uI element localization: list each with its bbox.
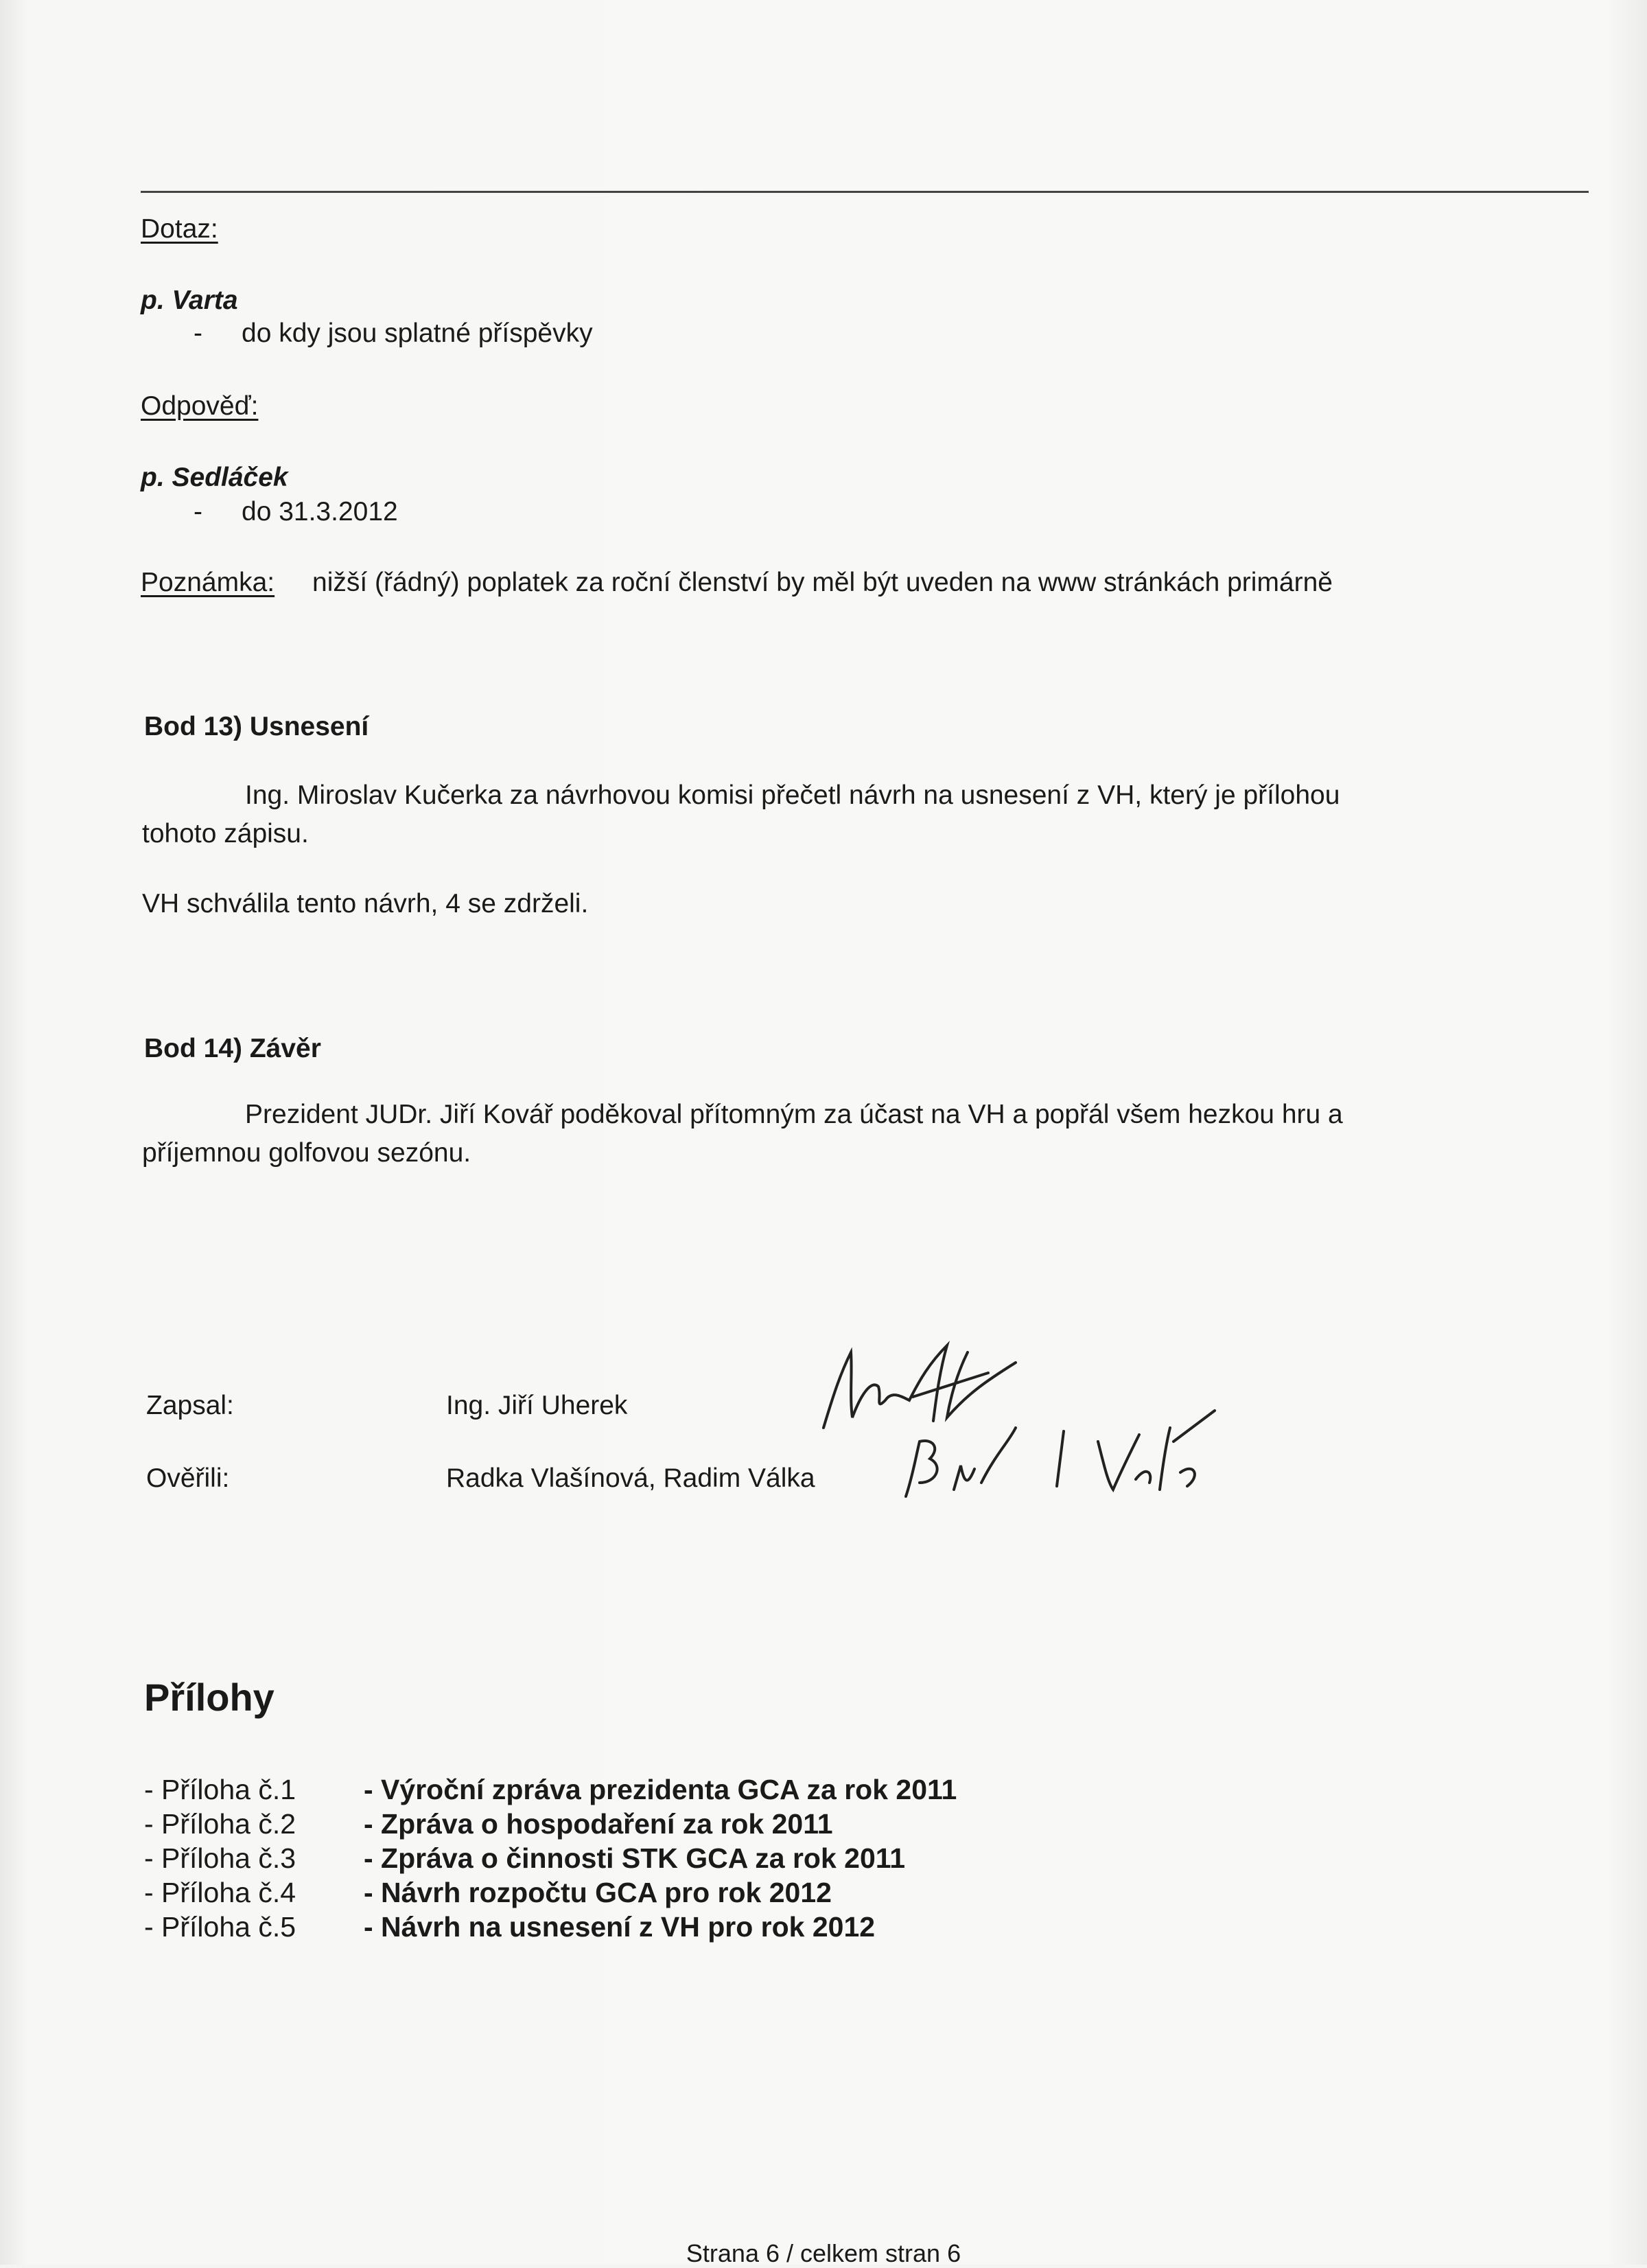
bod13-heading: Bod 13) Usnesení bbox=[144, 712, 369, 741]
attachment-title: - Výroční zpráva prezidenta GCA za rok 2011 bbox=[364, 1774, 957, 1805]
attachment-number: - Příloha č.2 bbox=[144, 1808, 296, 1840]
odpoved-dash: - bbox=[194, 497, 202, 526]
overili-names: Radka Vlašínová, Radim Válka bbox=[446, 1463, 815, 1493]
attachment-row bbox=[144, 1841, 905, 1875]
attachment-row bbox=[144, 1807, 833, 1841]
top-rule bbox=[141, 191, 1589, 193]
poznamka-label: Poznámka: bbox=[141, 568, 275, 597]
odpoved-label: Odpověď: bbox=[141, 391, 259, 421]
attachment-number: - Příloha č.1 bbox=[144, 1774, 296, 1805]
attachment-number: - Příloha č.4 bbox=[144, 1877, 296, 1908]
bod14-heading: Bod 14) Závěr bbox=[144, 1034, 321, 1063]
attachment-row bbox=[144, 1875, 832, 1910]
dotaz-dash: - bbox=[194, 319, 202, 348]
bod14-line2: příjemnou golfovou sezónu. bbox=[142, 1138, 471, 1168]
attachment-title: - Zpráva o hospodaření za rok 2011 bbox=[364, 1808, 833, 1840]
poznamka-text: nižší (řádný) poplatek za roční členství by měl být uveden na www stránkách primárně bbox=[312, 568, 1333, 597]
dotaz-question: do kdy jsou splatné příspěvky bbox=[242, 319, 593, 348]
bod13-line1: Ing. Miroslav Kučerka za návrhovou komisi přečetl návrh na usnesení z VH, který je přílohou bbox=[245, 780, 1340, 810]
zapsal-name: Ing. Jiří Uherek bbox=[446, 1391, 628, 1420]
attachment-title: - Návrh na usnesení z VH pro rok 2012 bbox=[364, 1911, 876, 1943]
bod13-line3: VH schválila tento návrh, 4 se zdrželi. bbox=[142, 889, 589, 918]
attachment-row bbox=[144, 1772, 957, 1807]
signature-vlasinova-valka bbox=[892, 1400, 1222, 1510]
zapsal-label: Zapsal: bbox=[146, 1391, 234, 1420]
odpoved-person: p. Sedláček bbox=[141, 463, 288, 492]
bod14-line1: Prezident JUDr. Jiří Kovář poděkoval přítomným za účast na VH a popřál všem hezkou hru a bbox=[245, 1100, 1343, 1129]
page-footer: Strana 6 / celkem stran 6 bbox=[686, 2239, 961, 2267]
overili-label: Ověřili: bbox=[146, 1463, 230, 1493]
dotaz-person: p. Varta bbox=[141, 286, 238, 315]
attachment-title: - Zpráva o činnosti STK GCA za rok 2011 bbox=[364, 1842, 906, 1874]
attachment-row bbox=[144, 1910, 875, 1944]
bod13-line2: tohoto zápisu. bbox=[142, 819, 309, 848]
dotaz-label: Dotaz: bbox=[141, 214, 218, 244]
attachment-number: - Příloha č.5 bbox=[144, 1911, 296, 1943]
attachment-title: - Návrh rozpočtu GCA pro rok 2012 bbox=[364, 1877, 832, 1908]
attachment-number: - Příloha č.3 bbox=[144, 1842, 296, 1874]
prilohy-heading: Přílohy bbox=[144, 1676, 274, 1719]
odpoved-answer: do 31.3.2012 bbox=[242, 497, 398, 526]
